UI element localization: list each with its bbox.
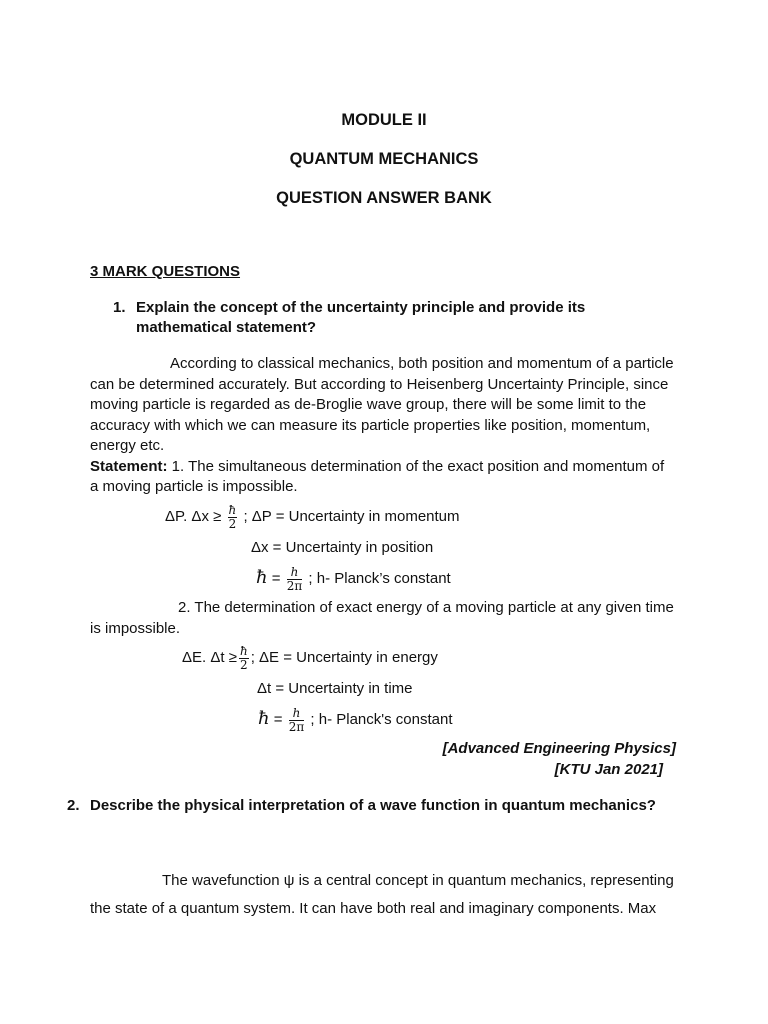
equation-rhs: ; ΔP = Uncertainty in momentum (243, 508, 460, 525)
answer-line: energy etc. (90, 437, 165, 454)
definition-dt: Δt = Uncertainty in time (257, 680, 413, 697)
equation-hbar-2 (258, 702, 453, 737)
question-1-number: 1. (113, 299, 126, 316)
equation-lhs: ΔE. Δt ≥ (182, 649, 237, 666)
question-1-text-cont: mathematical statement? (136, 319, 317, 336)
statement-label: Statement: (90, 458, 168, 475)
answer-line: accuracy with which we can measure its particle properties like position, momentum, (90, 417, 651, 434)
answer-line: The wavefunction ψ is a central concept in quantum mechanics, representing (162, 872, 674, 889)
reference-exam: [KTU Jan 2021] (554, 761, 663, 778)
numerator: ħ (239, 643, 248, 658)
subject-heading: QUANTUM MECHANICS (289, 150, 479, 168)
question-2-number: 2. (67, 797, 80, 814)
equals: = (271, 570, 281, 587)
numerator: h (289, 707, 305, 721)
numerator: ħ (228, 502, 237, 517)
equation-energy-time (182, 641, 438, 675)
fraction-h-over-2pi (287, 566, 303, 593)
question-1-text: Explain the concept of the uncertainty principle and provide its (136, 299, 586, 316)
hbar-symbol: ħ (256, 567, 268, 588)
fraction-hbar-over-2 (228, 504, 238, 531)
statement-1-cont: a moving particle is impossible. (90, 478, 298, 495)
equals: = (273, 711, 283, 728)
denominator: 2π (286, 578, 303, 593)
equation-momentum-position (165, 500, 460, 534)
answer-line: can be determined accurately. But according to Heisenberg Uncertainty Principle, since (90, 376, 669, 393)
equation-lhs: ΔP. Δx ≥ (165, 508, 222, 525)
equation-hbar (256, 561, 451, 596)
numerator: h (287, 566, 303, 580)
question-2-text: Describe the physical interpretation of a wave function in quantum mechanics? (90, 797, 656, 814)
hbar-symbol: ħ (258, 708, 270, 729)
fraction-hbar-over-2 (239, 645, 249, 672)
reference-book: [Advanced Engineering Physics] (442, 740, 676, 757)
statement-1 (90, 458, 664, 476)
statement-1-text: 1. The simultaneous determination of the exact position and momentum of (167, 458, 665, 475)
statement-2: 2. The determination of exact energy of a moving particle at any given time (178, 599, 674, 616)
statement-2-cont: is impossible. (90, 620, 181, 637)
module-heading: MODULE II (341, 111, 427, 129)
definition-dx: Δx = Uncertainty in position (251, 539, 434, 556)
answer-line: the state of a quantum system. It can have both real and imaginary components. Max (90, 900, 657, 917)
denominator: 2π (288, 719, 305, 734)
denominator: 2 (228, 516, 237, 531)
answer-line: According to classical mechanics, both position and momentum of a particle (170, 355, 674, 372)
fraction-h-over-2pi (289, 707, 305, 734)
document-title: QUESTION ANSWER BANK (276, 189, 492, 207)
planck-label: ; h- Planck's constant (310, 711, 453, 728)
denominator: 2 (240, 657, 248, 672)
answer-line: moving particle is regarded as de-Broglie wave group, there will be some limit to the (90, 396, 647, 413)
equation-rhs: ; ΔE = Uncertainty in energy (250, 649, 438, 666)
planck-label: ; h- Planck’s constant (308, 570, 451, 587)
section-heading: 3 MARK QUESTIONS (90, 263, 241, 280)
